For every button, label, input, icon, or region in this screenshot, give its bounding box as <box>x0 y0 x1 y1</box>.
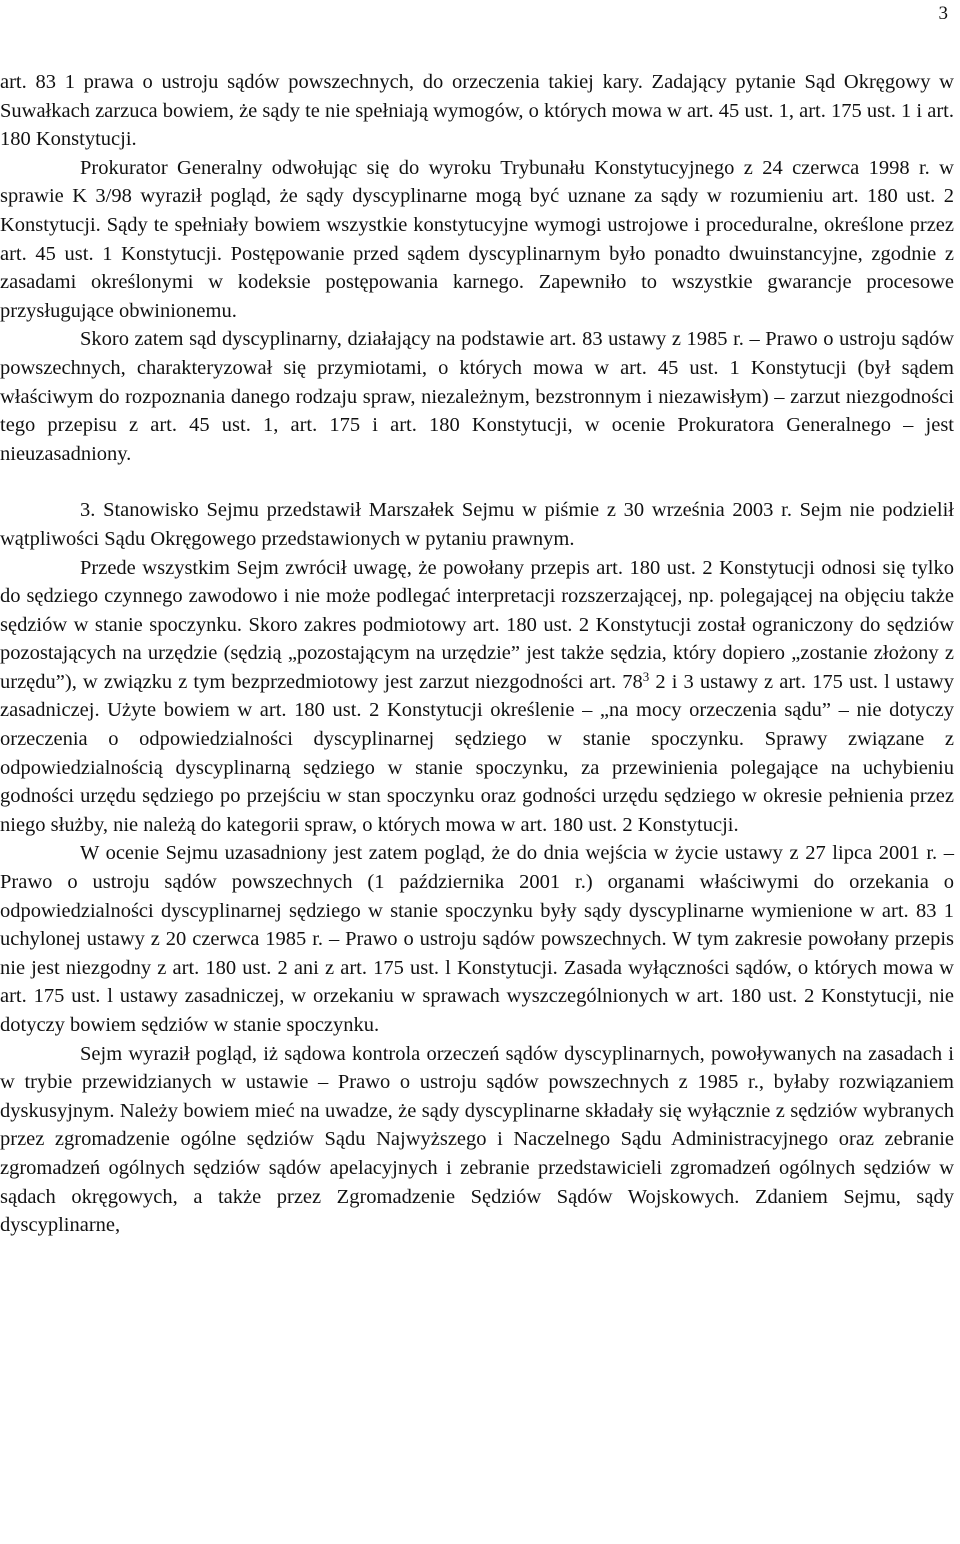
paragraph-sejm-argument <box>0 554 954 840</box>
superscript-number: 3 <box>642 668 650 684</box>
paragraph-sejm-position: 3. Stanowisko Sejmu przedstawił Marszałek Sejmu w piśmie z 30 września 2003 r. Sejm nie podzielił wątpliwości Sądu Okręgowego przedstawionych w pytaniu prawnym. <box>0 499 954 550</box>
paragraph-continuation: art. 83 1 prawa o ustroju sądów powszechnych, do orzeczenia takiej kary. Zadający pytanie Sąd Okręgowy w Suwałkach zarzuca bowiem, że sądy te nie spełniają wymogów, o których mowa w art. 45 ust. 1, art. 175 ust. 1 i art. 180 Konstytucji. <box>0 71 954 151</box>
document-body <box>0 68 954 1240</box>
paragraph-prokurator-opinion: Prokurator Generalny odwołując się do wyroku Trybunału Konstytucyjnego z 24 czerwca 1998 r. w sprawie K 3/98 wyraził pogląd, że sądy dyscyplinarne mogą być uznane za sądy w rozumieniu art. 180 ust. 2 Konstytucji. Sądy te spełniały bowiem wszystkie konstytucyjne wymogi ustrojowe i proceduralne, określone przez art. 45 ust. 1 Konstytucji. Postępowanie przed sądem dyscyplinarnym było ponadto dwuinstancyjne, zgodnie z zasadami określonymi w kodeksie postępowania karnego. Zapewniło to wszystkie gwarancje procesowe przysługujące obwinionemu. <box>0 156 954 322</box>
paragraph-text: 2 i 3 ustawy z art. 175 ust. l ustawy zasadniczej. Użyte bowiem w art. 180 ust. 2 Konstytucji określenie – „na mocy orzeczenia sądu” – nie dotyczy orzeczenia o odpowiedzialności dyscyplinarnej sędziego w stanie spoczynku. Sprawy związane z odpowiedzialnością dyscyplinarną sędziego w stanie spoczynku, za przewinienia polegające na uchybieniu godności urzędu sędziego po przejściu w stan spoczynku oraz godności urzędu sędziego w okresie pełnienia przez niego służby, nie należą do kategorii spraw, o których mowa w art. 180 ust. 2 Konstytucji. <box>0 670 954 836</box>
page-number: 3 <box>938 3 948 24</box>
paragraph-judicial-control: Sejm wyraził pogląd, iż sądowa kontrola orzeczeń sądów dyscyplinarnych, powoływanych na zasadach i w trybie przewidzianych w ustawie – Prawo o ustroju sądów powszechnych z 1985 r., byłaby rozwiązaniem dyskusyjnym. Należy bowiem mieć na uwadze, że sądy dyscyplinarne składały się wyłącznie z sędziów wybranych przez zgromadzenie ogólne sędziów Sądu Najwyższego i Naczelnego Sądu Administracyjnego oraz zebranie zgromadzeń ogólnych sędziów sądów apelacyjnych i zebranie przedstawicieli zgromadzeń ogólnych sędziów w sądach okręgowych, a także przez Zgromadzenie Sędziów Sądów Wojskowych. Zdaniem Sejmu, sądy dyscyplinarne, <box>0 1042 954 1237</box>
paragraph-gap <box>0 468 954 496</box>
paragraph-prokurator-conclusion: Skoro zatem sąd dyscyplinarny, działający na podstawie art. 83 ustawy z 1985 r. – Prawo o ustroju sądów powszechnych, charakteryzował się przymiotami, o których mowa w art. 45 ust. 1 Konstytucji (był sądem właściwym do rozpoznania danego rodzaju spraw, niezależnym, bezstronnym i niezawisłym) – zarzut niezgodności tego przepisu z art. 45 ust. 1, art. 175 i art. 180 Konstytucji, w ocenie Prokuratora Generalnego – jest nieuzasadniony. <box>0 328 954 465</box>
paragraph-sejm-opinion: W ocenie Sejmu uzasadniony jest zatem pogląd, że do dnia wejścia w życie ustawy z 27 lipca 2001 r. – Prawo o ustroju sądów powszechnych (1 października 2001 r.) organami właściwymi do orzekania o odpowiedzialności dyscyplinarnej sędziego w stanie spoczynku były sądy dyscyplinarne wymienione w art. 83 1 uchylonej ustawy z 20 czerwca 1985 r. – Prawo o ustroju sądów powszechnych. W tym zakresie powołany przepis nie jest niezgodny z art. 180 ust. 2 ani z art. 175 ust. l Konstytucji. Zasada wyłączności sądów, o których mowa w art. 175 ust. l ustawy zasadniczej, w orzekaniu w sprawach wyszczególnionych w art. 180 ust. 2 Konstytucji, nie dotyczy bowiem sędziów w stanie spoczynku. <box>0 842 954 1036</box>
paragraph-text: Przede wszystkim Sejm zwrócił uwagę, że powołany przepis art. 180 ust. 2 Konstytucji odnosi się tylko do sędziego czynnego zawodowo i nie może podlegać interpretacji rozszerzającej, np. polegającej na objęciu także sędziów w stanie spoczynku. Skoro zakres podmiotowy art. 180 ust. 2 Konstytucji został ograniczony do sędziów pozostających na urzędzie (sędzią „pozostającym na urzędzie” jest także sędzia, który dopiero „zostanie złożony z urzędu”), w związku z tym bezprzedmiotowy jest zarzut niezgodności art. 78 <box>0 556 954 693</box>
